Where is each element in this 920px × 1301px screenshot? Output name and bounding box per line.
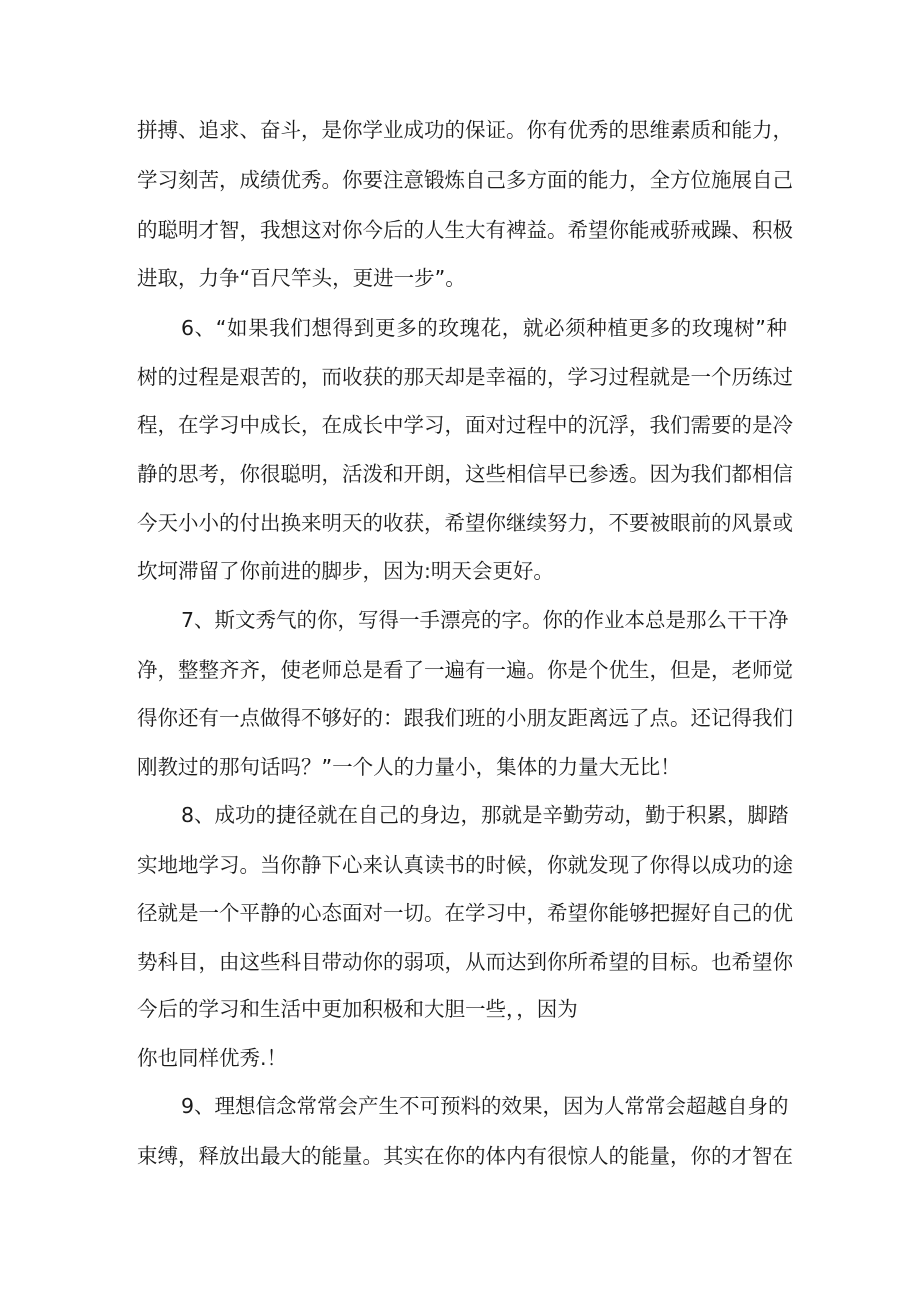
text-line: 学习刻苦，成绩优秀。你要注意锻炼自己多方面的能力，全方位施展自己 xyxy=(137,168,793,192)
text-line: 束缚，释放出最大的能量。其实在你的体内有很惊人的能量，你的才智在 xyxy=(137,1144,793,1168)
text-line: 程，在学习中成长，在成长中学习，面对过程中的沉浮，我们需要的是冷 xyxy=(137,413,793,437)
text-line: 进取，力争“百尺竿头，更进一步”。 xyxy=(137,266,466,290)
text-line: 拼搏、追求、奋斗，是你学业成功的保证。你有优秀的思维素质和能力， xyxy=(137,118,793,142)
text-line: 净，整整齐齐，使老师总是看了一遍有一遍。你是个优生，但是，老师觉 xyxy=(137,658,793,682)
text-line: 实地地学习。当你静下心来认真读书的时候，你就发现了你得以成功的途 xyxy=(137,853,793,877)
text-line: 径就是一个平静的心态面对一切。在学习中，希望你能够把握好自己的优 xyxy=(137,901,793,925)
text-line: 树的过程是艰苦的，而收获的那天却是幸福的，学习过程就是一个历练过 xyxy=(137,365,793,389)
text-line: 的聪明才智，我想这对你今后的人生大有裨益。希望你能戒骄戒躁、积极 xyxy=(137,218,793,242)
text-line: 得你还有一点做得不够好的：跟我们班的小朋友距离远了点。还记得我们 xyxy=(137,706,793,730)
paragraph-start-line: 6、“如果我们想得到更多的玫瑰花，就必须种植更多的玫瑰树”种 xyxy=(181,316,787,340)
text-line: 坎坷滞留了你前进的脚步，因为:明天会更好。 xyxy=(137,559,554,583)
paragraph-start-line: 9、理想信念常常会产生不可预料的效果，因为人常常会超越自身的 xyxy=(181,1094,789,1118)
text-line: 今后的学习和生活中更加积极和大胆一些，，因为 xyxy=(137,997,578,1021)
text-line: 势科目，由这些科目带动你的弱项，从而达到你所希望的目标。也希望你 xyxy=(137,950,793,974)
paragraph-start-line: 8、成功的捷径就在自己的身边，那就是辛勤劳动，勤于积累，脚踏 xyxy=(181,803,789,827)
text-line: 刚教过的那句话吗？”一个人的力量小，集体的力量大无比！ xyxy=(137,755,681,779)
text-line: 静的思考，你很聪明，活泼和开朗，这些相信早已参透。因为我们都相信 xyxy=(137,462,793,486)
text-line: 今天小小的付出换来明天的收获，希望你继续努力，不要被眼前的风景或 xyxy=(137,511,793,535)
paragraph-start-line: 7、斯文秀气的你，写得一手漂亮的字。你的作业本总是那么干干净 xyxy=(181,608,789,632)
text-line: 你也同样优秀.！ xyxy=(137,1046,288,1070)
